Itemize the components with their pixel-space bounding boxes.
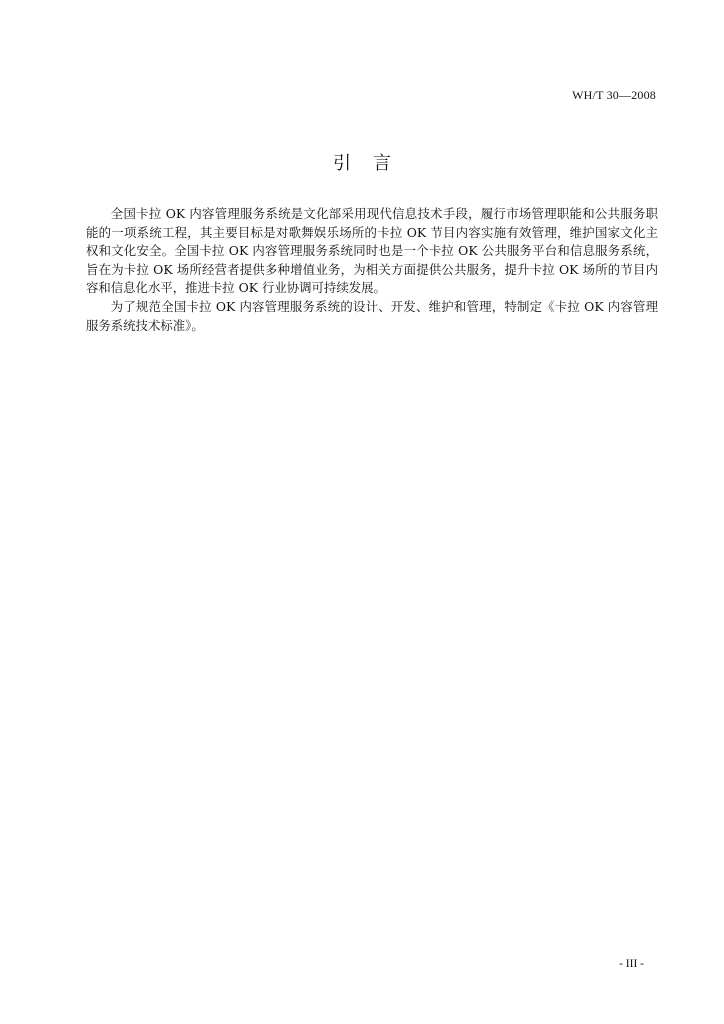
section-title: 引言 [333, 153, 413, 174]
page-number: - III - [619, 958, 644, 970]
standard-code: WH/T 30—2008 [572, 88, 656, 102]
paragraph: 全国卡拉 OK 内容管理服务系统是文化部采用现代信息技术手段，履行市场管理职能和公共服务职能的一项系统工程，其主要目标是对歌舞娱乐场所的卡拉 OK 节目内容实施有效管理，维护国家文化主权和文化安全。全国卡拉 OK 内容管理服务系统同时也是一个卡拉 OK 公共服务平台和信息服务系统，旨在为卡拉 OK 场所经营者提供多种增值业务，为相关方面提供公共服务，提升卡拉 OK 场所的节目内容和信息化水平，推进卡拉 OK 行业协调可持续发展。 [86, 206, 658, 296]
introduction-body [86, 205, 658, 335]
paragraph: 为了规范全国卡拉 OK 内容管理服务系统的设计、开发、维护和管理，特制定《卡拉 OK 内容管理服务系统技术标准》。 [86, 298, 658, 333]
